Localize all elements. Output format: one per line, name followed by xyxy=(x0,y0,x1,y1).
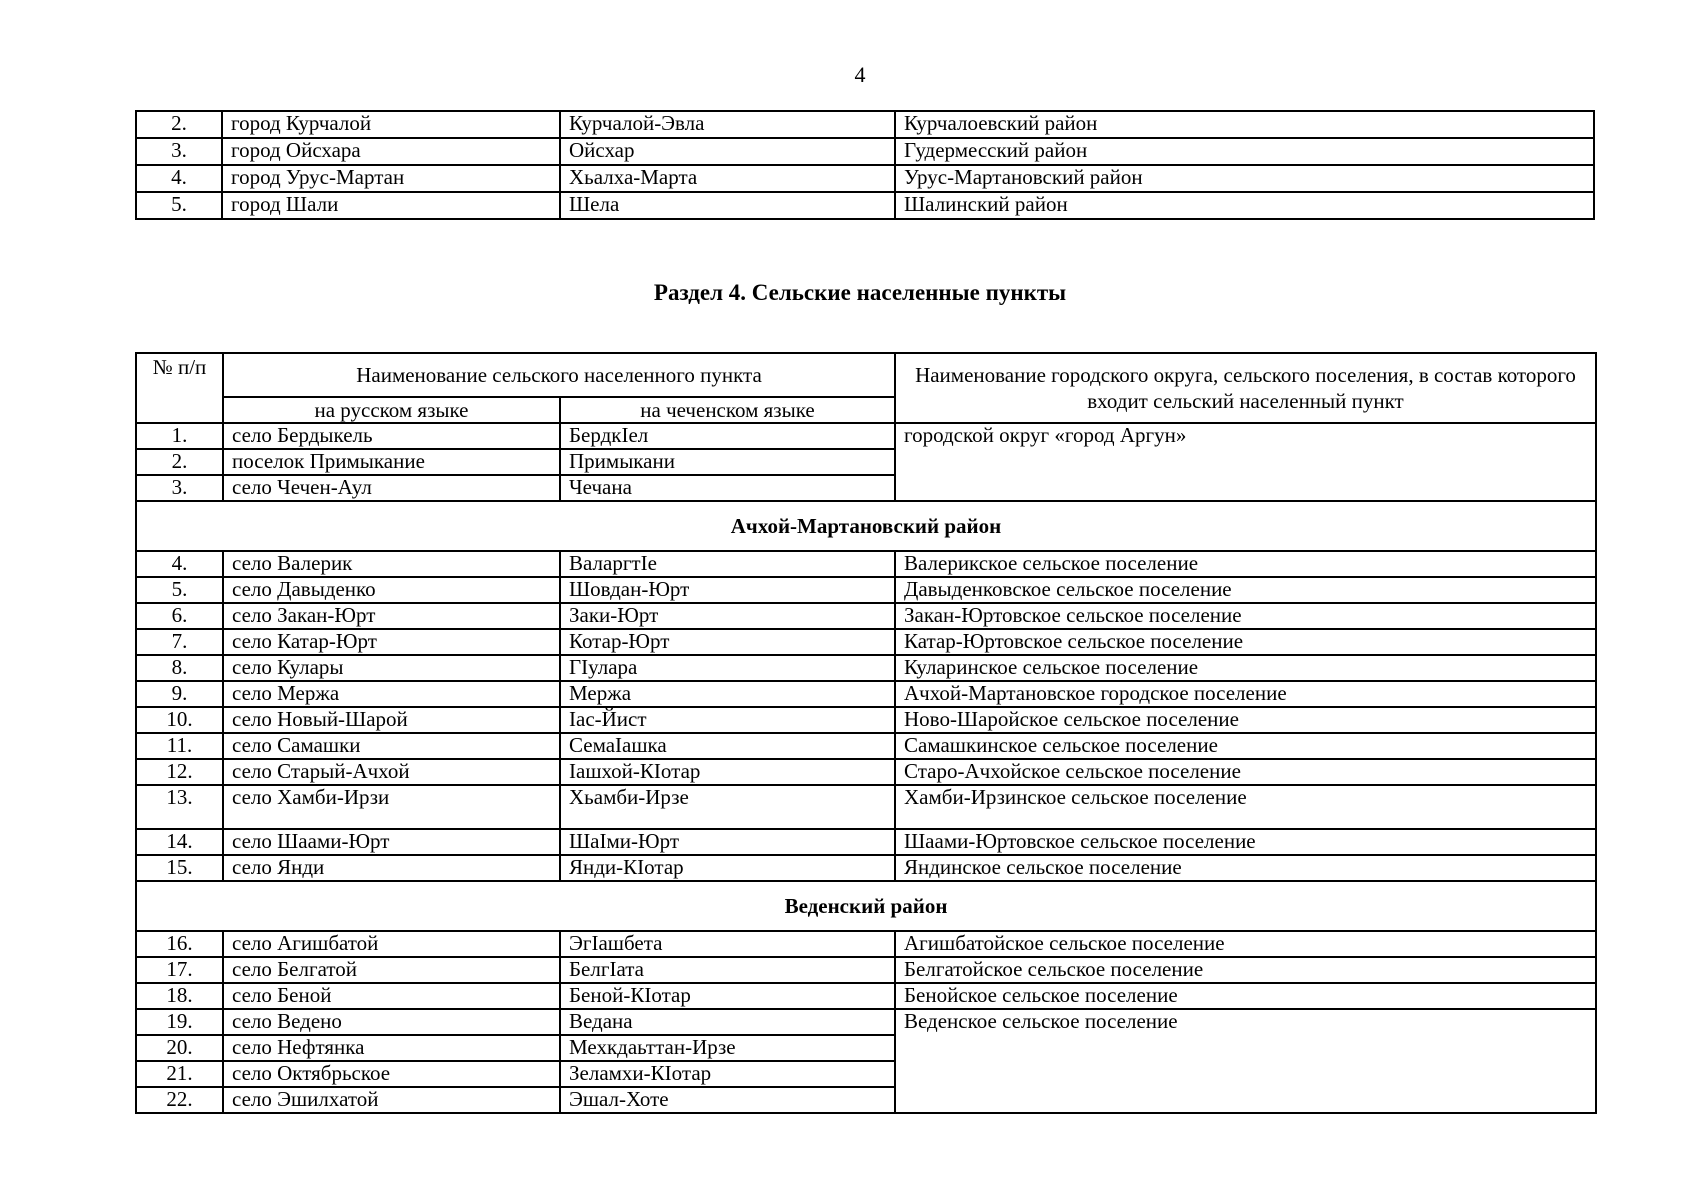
table-row xyxy=(136,855,1596,881)
row-number: 5. xyxy=(136,192,222,219)
name-chechen: БелгIата xyxy=(560,957,895,983)
municipality: Агишбатойское сельское поселение xyxy=(895,931,1596,957)
district-heading-row xyxy=(136,881,1596,931)
row-number: 1. xyxy=(136,423,223,449)
row-number: 20. xyxy=(136,1035,223,1061)
table-row xyxy=(136,931,1596,957)
municipality: Валерикское сельское поселение xyxy=(895,551,1596,577)
row-number: 18. xyxy=(136,983,223,1009)
municipality: Веденское сельское поселение xyxy=(895,1009,1596,1113)
name-russian: село Октябрьское xyxy=(223,1061,560,1087)
row-number: 3. xyxy=(136,138,222,165)
district-heading: Ачхой-Мартановский район xyxy=(136,501,1596,551)
district-heading: Веденский район xyxy=(136,881,1596,931)
row-number: 16. xyxy=(136,931,223,957)
row-number: 5. xyxy=(136,577,223,603)
name-chechen: Заки-Юрт xyxy=(560,603,895,629)
table-row xyxy=(136,707,1596,733)
table-row xyxy=(136,551,1596,577)
district: Курчалоевский район xyxy=(895,111,1594,138)
municipality: Старо-Ачхойское сельское поселение xyxy=(895,759,1596,785)
row-number: 8. xyxy=(136,655,223,681)
municipality: Куларинское сельское поселение xyxy=(895,655,1596,681)
name-russian: село Закан-Юрт xyxy=(223,603,560,629)
row-number: 13. xyxy=(136,785,223,829)
name-chechen: Iашхой-КIотар xyxy=(560,759,895,785)
municipality: Бенойское сельское поселение xyxy=(895,983,1596,1009)
table-row xyxy=(136,983,1596,1009)
name-russian: село Бердыкель xyxy=(223,423,560,449)
row-number: 2. xyxy=(136,449,223,475)
name-russian: город Курчалой xyxy=(222,111,560,138)
name-chechen: Янди-КIотар xyxy=(560,855,895,881)
name-chechen: Ойсхар xyxy=(560,138,895,165)
name-russian: село Старый-Ачхой xyxy=(223,759,560,785)
name-russian: город Урус-Мартан xyxy=(222,165,560,192)
municipality: Ачхой-Мартановское городское поселение xyxy=(895,681,1596,707)
municipality: Ново-Шаройское сельское поселение xyxy=(895,707,1596,733)
municipality: Катар-Юртовское сельское поселение xyxy=(895,629,1596,655)
name-russian: село Давыденко xyxy=(223,577,560,603)
name-chechen: Шовдан-Юрт xyxy=(560,577,895,603)
name-chechen: Хьалха-Марта xyxy=(560,165,895,192)
table-row xyxy=(136,192,1594,219)
row-number: 19. xyxy=(136,1009,223,1035)
municipality: Закан-Юртовское сельское поселение xyxy=(895,603,1596,629)
name-russian: село Новый-Шарой xyxy=(223,707,560,733)
rural-settlements-table xyxy=(135,352,1597,1114)
header-chechen: на чеченском языке xyxy=(560,397,895,423)
municipality: Белгатойское сельское поселение xyxy=(895,957,1596,983)
name-chechen: Шела xyxy=(560,192,895,219)
row-number: 4. xyxy=(136,551,223,577)
name-russian: село Ведено xyxy=(223,1009,560,1035)
row-number: 4. xyxy=(136,165,222,192)
table-row xyxy=(136,759,1596,785)
header-row xyxy=(136,353,1596,397)
section-title: Раздел 4. Сельские населенные пункты xyxy=(653,280,1067,305)
table-row xyxy=(136,111,1594,138)
name-chechen: СемаIашка xyxy=(560,733,895,759)
name-russian: село Чечен-Аул xyxy=(223,475,560,501)
name-russian: город Ойсхара xyxy=(222,138,560,165)
municipality: Самашкинское сельское поселение xyxy=(895,733,1596,759)
name-chechen: Iас-Йист xyxy=(560,707,895,733)
row-number: 3. xyxy=(136,475,223,501)
name-chechen: Беной-КIотар xyxy=(560,983,895,1009)
name-chechen: Чечана xyxy=(560,475,895,501)
name-chechen: ШаIми-Юрт xyxy=(560,829,895,855)
name-chechen: Хьамби-Ирзе xyxy=(560,785,895,829)
table-row xyxy=(136,1009,1596,1035)
name-russian: село Шаами-Юрт xyxy=(223,829,560,855)
name-russian: село Самашки xyxy=(223,733,560,759)
table-row xyxy=(136,785,1596,829)
header-municipality: Наименование городского округа, сельского поселения, в состав которого входит сельский населенный пункт xyxy=(895,353,1596,423)
name-chechen: Примыкани xyxy=(560,449,895,475)
name-chechen: Мехкдаьттан-Ирзе xyxy=(560,1035,895,1061)
row-number: 17. xyxy=(136,957,223,983)
name-russian: село Нефтянка xyxy=(223,1035,560,1061)
name-chechen: БердкIел xyxy=(560,423,895,449)
row-number: 12. xyxy=(136,759,223,785)
municipality: городской округ «город Аргун» xyxy=(895,423,1596,501)
table-row xyxy=(136,603,1596,629)
row-number: 2. xyxy=(136,111,222,138)
name-russian: поселок Примыкание xyxy=(223,449,560,475)
table-row xyxy=(136,681,1596,707)
municipality: Яндинское сельское поселение xyxy=(895,855,1596,881)
table-row xyxy=(136,629,1596,655)
row-number: 7. xyxy=(136,629,223,655)
row-number: 21. xyxy=(136,1061,223,1087)
name-russian: село Эшилхатой xyxy=(223,1087,560,1113)
name-russian: город Шали xyxy=(222,192,560,219)
name-chechen: Зеламхи-КIотар xyxy=(560,1061,895,1087)
name-russian: село Белгатой xyxy=(223,957,560,983)
row-number: 15. xyxy=(136,855,223,881)
name-russian: село Катар-Юрт xyxy=(223,629,560,655)
name-russian: село Беной xyxy=(223,983,560,1009)
municipality: Шаами-Юртовское сельское поселение xyxy=(895,829,1596,855)
table-row xyxy=(136,423,1596,449)
name-chechen: Курчалой-Эвла xyxy=(560,111,895,138)
name-chechen: Ведана xyxy=(560,1009,895,1035)
name-russian: село Мержа xyxy=(223,681,560,707)
name-russian: село Кулары xyxy=(223,655,560,681)
cities-table-continued xyxy=(135,110,1595,220)
table-row xyxy=(136,957,1596,983)
name-russian: село Янди xyxy=(223,855,560,881)
name-russian: село Валерик xyxy=(223,551,560,577)
name-chechen: Эшал-Хоте xyxy=(560,1087,895,1113)
district: Гудермесский район xyxy=(895,138,1594,165)
district-heading-row xyxy=(136,501,1596,551)
table-row xyxy=(136,733,1596,759)
table-row xyxy=(136,655,1596,681)
row-number: 10. xyxy=(136,707,223,733)
row-number: 6. xyxy=(136,603,223,629)
district: Урус-Мартановский район xyxy=(895,165,1594,192)
name-chechen: Котар-Юрт xyxy=(560,629,895,655)
name-chechen: ГIулара xyxy=(560,655,895,681)
row-number: 11. xyxy=(136,733,223,759)
district: Шалинский район xyxy=(895,192,1594,219)
header-settlement-name: Наименование сельского населенного пункта xyxy=(223,353,895,397)
page-number: 4 xyxy=(854,62,866,87)
name-russian: село Агишбатой xyxy=(223,931,560,957)
row-number: 22. xyxy=(136,1087,223,1113)
name-chechen: ВаларгтIе xyxy=(560,551,895,577)
row-number: 9. xyxy=(136,681,223,707)
municipality: Хамби-Ирзинское сельское поселение xyxy=(895,785,1596,829)
header-number: № п/п xyxy=(136,353,223,423)
name-russian: село Хамби-Ирзи xyxy=(223,785,560,829)
name-chechen: Мержа xyxy=(560,681,895,707)
table-row xyxy=(136,165,1594,192)
name-chechen: ЭгIашбета xyxy=(560,931,895,957)
table-row xyxy=(136,138,1594,165)
row-number: 14. xyxy=(136,829,223,855)
municipality: Давыденковское сельское поселение xyxy=(895,577,1596,603)
table-row xyxy=(136,829,1596,855)
header-russian: на русском языке xyxy=(223,397,560,423)
table-row xyxy=(136,577,1596,603)
